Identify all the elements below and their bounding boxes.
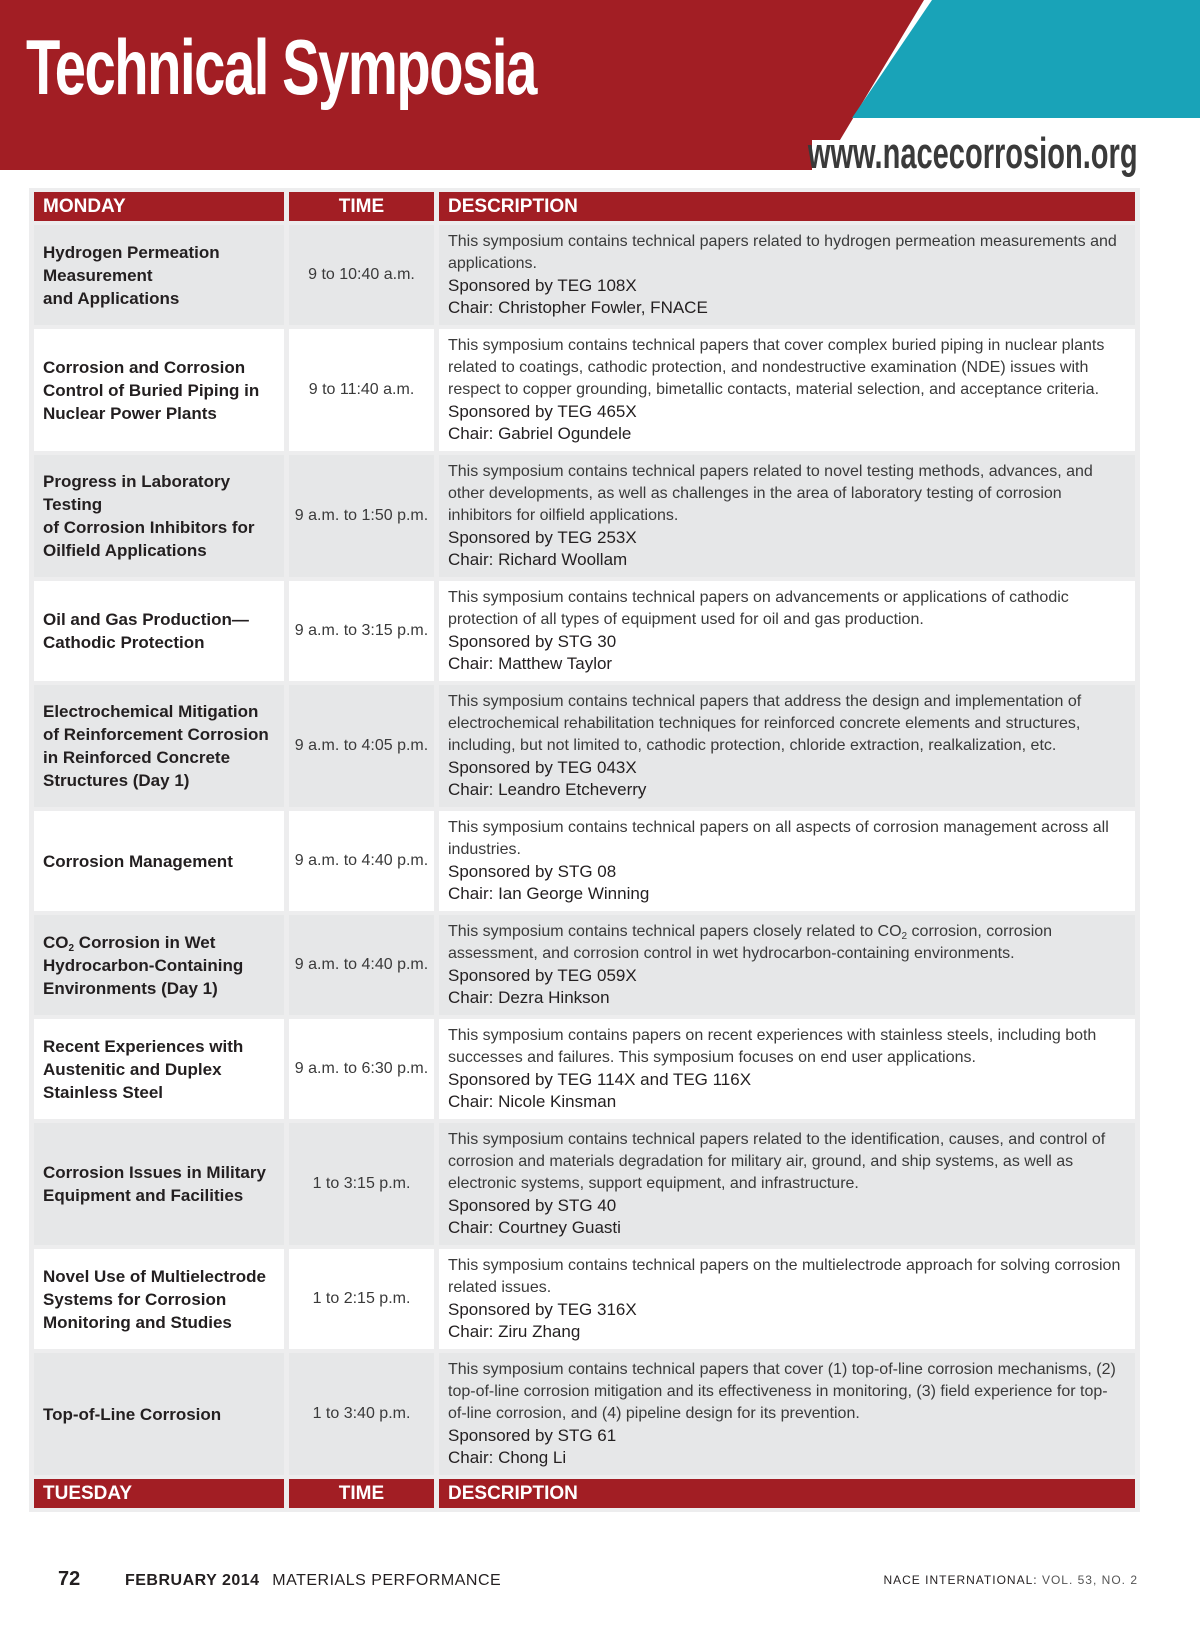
symposium-name bbox=[34, 811, 284, 911]
symposium-time: 9 a.m. to 1:50 p.m. bbox=[289, 455, 434, 577]
symposium-name-line: Top-of-Line Corrosion bbox=[43, 1404, 222, 1424]
symposium-name-part: CO bbox=[43, 932, 69, 952]
symposium-sponsor: Sponsored by TEG 108X bbox=[448, 276, 637, 295]
header-day: MONDAY bbox=[34, 192, 284, 221]
header-time: TIME bbox=[289, 1479, 434, 1508]
symposium-time: 1 to 3:40 p.m. bbox=[289, 1353, 434, 1475]
symposium-sponsor: Sponsored by STG 08 bbox=[448, 862, 617, 881]
symposia-table bbox=[29, 188, 1140, 1512]
symposium-name-part: 2 bbox=[68, 942, 75, 954]
footer-right bbox=[883, 1573, 1138, 1587]
symposium-description: This symposium contains technical papers that cover complex buried piping in nuclear plants related to coatings, cathodic protection, and nondestructive examination (NDE) issues with respect to copper grounding, bimetallic contacts, material selection, and acceptance criteria. bbox=[448, 337, 1105, 398]
table-row bbox=[34, 1019, 1135, 1119]
volume-number: VOL. 53, NO. 2 bbox=[1041, 1573, 1138, 1587]
symposium-chair: Chair: Nicole Kinsman bbox=[448, 1092, 617, 1111]
symposium-name bbox=[34, 1123, 284, 1245]
symposium-time: 1 to 3:15 p.m. bbox=[289, 1123, 434, 1245]
symposium-time: 9 to 10:40 a.m. bbox=[289, 225, 434, 325]
issue-date: FEBRUARY 2014 bbox=[124, 1572, 260, 1589]
symposium-sponsor: Sponsored by STG 40 bbox=[448, 1196, 617, 1215]
header-day: TUESDAY bbox=[34, 1479, 284, 1508]
symposium-description-part: 2 bbox=[901, 931, 908, 942]
symposium-description: This symposium contains technical papers related to novel testing methods, advances, and other developments, as well as challenges in the area of laboratory testing of corrosion inhibitors for oilfield applications. bbox=[448, 463, 1093, 524]
symposium-name-line: Structures (Day 1) bbox=[43, 771, 190, 790]
symposium-name-line: Systems for Corrosion bbox=[43, 1289, 227, 1309]
symposium-name-line: Equipment and Facilities bbox=[43, 1186, 244, 1205]
symposium-name-line: Cathodic Protection bbox=[43, 633, 205, 652]
symposium-chair: Chair: Ian George Winning bbox=[448, 884, 650, 903]
table-row bbox=[34, 329, 1135, 451]
symposium-name-line: Recent Experiences with bbox=[43, 1036, 244, 1056]
symposium-name-line: Measurement bbox=[43, 265, 153, 285]
symposium-time: 1 to 2:15 p.m. bbox=[289, 1249, 434, 1349]
symposium-time: 9 a.m. to 4:05 p.m. bbox=[289, 685, 434, 807]
symposium-description-cell bbox=[439, 1019, 1135, 1119]
symposium-chair: Chair: Leandro Etcheverry bbox=[448, 780, 647, 799]
symposium-chair: Chair: Dezra Hinkson bbox=[448, 988, 610, 1007]
page-title: Technical Symposia bbox=[26, 23, 536, 111]
symposium-name bbox=[34, 685, 284, 807]
symposium-time: 9 to 11:40 a.m. bbox=[289, 329, 434, 451]
symposium-name bbox=[34, 225, 284, 325]
table-row bbox=[34, 1353, 1135, 1475]
page-number: 72 bbox=[58, 1568, 81, 1590]
symposium-sponsor: Sponsored by TEG 465X bbox=[448, 402, 637, 421]
symposium-description-part: This symposium contains technical papers closely related to CO bbox=[448, 923, 902, 940]
symposium-name bbox=[34, 1353, 284, 1475]
table-row bbox=[34, 685, 1135, 807]
symposium-name-line: of Reinforcement Corrosion bbox=[43, 725, 269, 744]
symposium-description-cell bbox=[439, 1249, 1135, 1349]
symposium-description: This symposium contains technical papers on the multielectrode approach for solving corrosion related issues. bbox=[448, 1257, 1121, 1296]
symposium-description: This symposium contains technical papers related to hydrogen permeation measurements and applications. bbox=[448, 233, 1117, 272]
symposium-sponsor: Sponsored by TEG 316X bbox=[448, 1300, 637, 1319]
symposium-description-cell bbox=[439, 1353, 1135, 1475]
symposium-name-line: Austenitic and Duplex bbox=[43, 1059, 222, 1079]
symposium-chair: Chair: Ziru Zhang bbox=[448, 1322, 581, 1341]
table-row bbox=[34, 1249, 1135, 1349]
symposium-description-cell bbox=[439, 225, 1135, 325]
symposium-chair: Chair: Matthew Taylor bbox=[448, 654, 613, 673]
symposium-name-line: Electrochemical Mitigation bbox=[43, 702, 259, 721]
symposium-name-line: in Reinforced Concrete bbox=[43, 748, 231, 767]
table-header-tuesday bbox=[34, 1479, 1135, 1508]
symposium-description: This symposium contains technical papers that cover (1) top-of-line corrosion mechanisms, (2) top-of-line corrosion mitigation and its effectiveness in monitoring, (3) field experience for top-of-line corrosion, and (4) pipeline design for its prevention. bbox=[448, 1361, 1116, 1422]
header-description: DESCRIPTION bbox=[439, 192, 1135, 221]
symposium-name-line: Corrosion and Corrosion bbox=[43, 357, 246, 377]
footer-left bbox=[58, 1568, 501, 1591]
symposium-description-cell bbox=[439, 811, 1135, 911]
symposium-name bbox=[34, 1249, 284, 1349]
symposium-description-cell bbox=[439, 1123, 1135, 1245]
table-row bbox=[34, 1123, 1135, 1245]
symposium-description-cell bbox=[439, 455, 1135, 577]
symposium-chair: Chair: Richard Woollam bbox=[448, 550, 628, 569]
symposium-sponsor: Sponsored by TEG 114X and TEG 116X bbox=[448, 1070, 752, 1089]
symposium-description: This symposium contains papers on recent experiences with stainless steels, including both successes and failures. This symposium focuses on end user applications. bbox=[448, 1027, 1097, 1066]
symposium-name bbox=[34, 1019, 284, 1119]
symposium-chair: Chair: Courtney Guasti bbox=[448, 1218, 621, 1237]
symposium-description bbox=[448, 921, 1126, 965]
symposium-name-part: Hydrocarbon-Containing bbox=[43, 955, 244, 975]
symposium-chair: Chair: Chong Li bbox=[448, 1448, 567, 1467]
table-body bbox=[34, 225, 1135, 1475]
org-name: NACE INTERNATIONAL: bbox=[883, 1573, 1038, 1587]
symposium-description: This symposium contains technical papers that address the design and implementation of electrochemical rehabilitation techniques for reinforced concrete elements and structures, including, but not limited to, cathodic protection, chloride extraction, realkalization, etc. bbox=[448, 693, 1082, 754]
symposium-name-line: Corrosion Management bbox=[43, 851, 233, 871]
magazine-name: MATERIALS PERFORMANCE bbox=[272, 1572, 502, 1589]
symposium-time: 9 a.m. to 4:40 p.m. bbox=[289, 915, 434, 1015]
symposium-sponsor: Sponsored by STG 30 bbox=[448, 632, 617, 651]
symposium-name bbox=[34, 455, 284, 577]
symposium-chair: Chair: Gabriel Ogundele bbox=[448, 424, 632, 443]
symposium-name-line: of Corrosion Inhibitors for bbox=[43, 518, 255, 537]
symposium-name bbox=[34, 915, 284, 1015]
table-row bbox=[34, 811, 1135, 911]
symposium-time: 9 a.m. to 4:40 p.m. bbox=[289, 811, 434, 911]
symposium-description-cell bbox=[439, 581, 1135, 681]
symposium-time: 9 a.m. to 6:30 p.m. bbox=[289, 1019, 434, 1119]
symposium-description: This symposium contains technical papers related to the identification, causes, and control of corrosion and materials degradation for military air, ground, and ship systems, as well as electronic systems, support equipment, and infrastructure. bbox=[448, 1131, 1106, 1192]
symposium-chair: Chair: Christopher Fowler, FNACE bbox=[448, 298, 708, 317]
table-row bbox=[34, 581, 1135, 681]
site-url[interactable]: www.nacecorrosion.org bbox=[808, 129, 1138, 178]
symposium-name-part: Environments (Day 1) bbox=[43, 978, 218, 998]
symposium-name-line: Oil and Gas Production— bbox=[43, 610, 249, 629]
symposium-sponsor: Sponsored by STG 61 bbox=[448, 1426, 617, 1445]
symposium-name-line: Control of Buried Piping in bbox=[43, 380, 260, 400]
symposium-name-line: Oilfield Applications bbox=[43, 541, 207, 560]
symposium-name-line: Novel Use of Multielectrode bbox=[43, 1266, 266, 1286]
symposium-name-line: Monitoring and Studies bbox=[43, 1312, 232, 1332]
symposium-name bbox=[34, 329, 284, 451]
table-row bbox=[34, 455, 1135, 577]
symposium-name-part: Corrosion in Wet bbox=[74, 932, 216, 952]
symposium-sponsor: Sponsored by TEG 253X bbox=[448, 528, 637, 547]
symposium-description: This symposium contains technical papers on all aspects of corrosion management across all industries. bbox=[448, 819, 1109, 858]
symposium-sponsor: Sponsored by TEG 043X bbox=[448, 758, 637, 777]
symposium-name bbox=[34, 581, 284, 681]
symposium-name-line: Hydrogen Permeation bbox=[43, 242, 220, 262]
header-description: DESCRIPTION bbox=[439, 1479, 1135, 1508]
symposium-name-line: Stainless Steel bbox=[43, 1082, 164, 1102]
symposium-description-cell bbox=[439, 329, 1135, 451]
symposium-description-part: corrosion, corrosion assessment, and corrosion control in wet hydrocarbon-containing environments. bbox=[448, 923, 1053, 962]
symposium-name-line: Progress in Laboratory Testing bbox=[43, 472, 231, 514]
table-row bbox=[34, 915, 1135, 1015]
symposium-description-cell bbox=[439, 915, 1135, 1015]
table-header-monday bbox=[34, 192, 1135, 221]
symposium-name-line: Corrosion Issues in Military bbox=[43, 1163, 266, 1182]
symposium-name-line: Nuclear Power Plants bbox=[43, 403, 217, 423]
symposium-description-cell bbox=[439, 685, 1135, 807]
symposium-time: 9 a.m. to 3:15 p.m. bbox=[289, 581, 434, 681]
symposium-name-line: and Applications bbox=[43, 288, 180, 308]
symposium-sponsor: Sponsored by TEG 059X bbox=[448, 966, 637, 985]
header-time: TIME bbox=[289, 192, 434, 221]
table-row bbox=[34, 225, 1135, 325]
symposium-description: This symposium contains technical papers on advancements or applications of cathodic protection of all types of equipment used for oil and gas production. bbox=[448, 589, 1069, 628]
